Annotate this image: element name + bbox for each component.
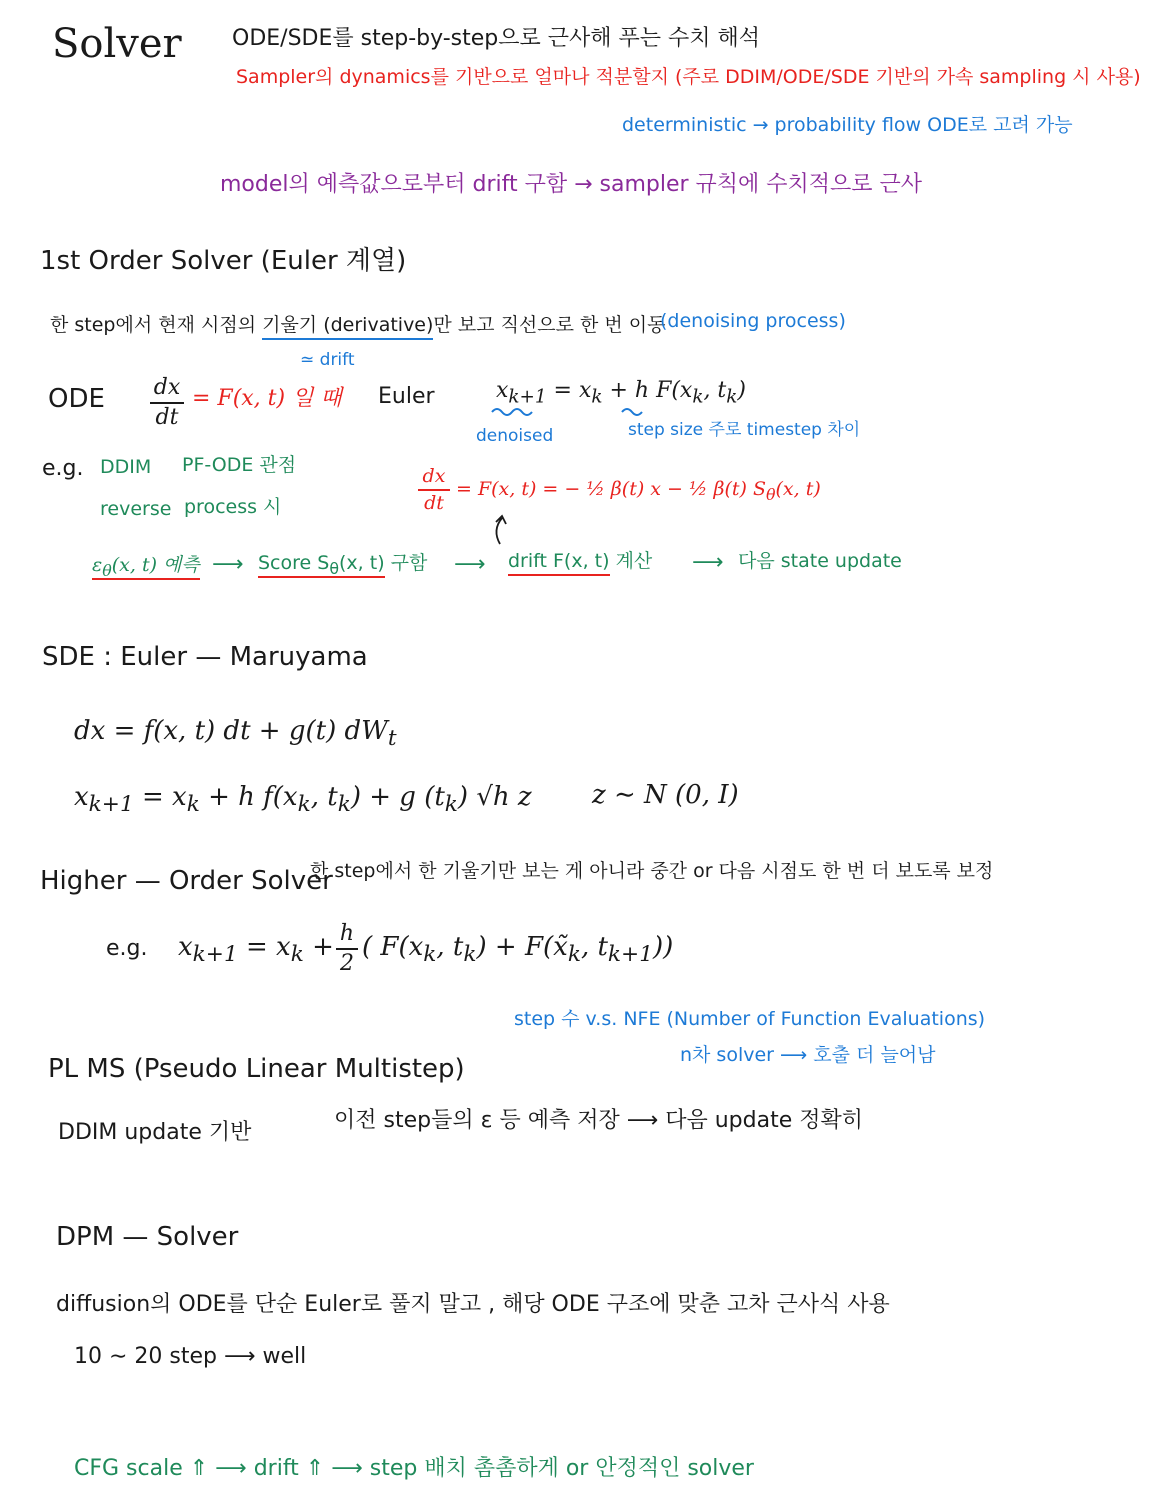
sde-eq2-sub: k+1 (88, 792, 134, 818)
ode-rhs-text: = F(x, t) 일 때 (192, 386, 342, 411)
he-frac-den: 2 (340, 951, 354, 977)
ef-end: , t (703, 378, 727, 403)
page-title: Solver (52, 21, 182, 67)
process-label: process 시 (184, 496, 282, 518)
sde-heading: SDE : Euler — Maruyama (42, 642, 368, 672)
he-body-sub: k (423, 942, 437, 968)
chain-drift-wrap: drift F(x, t) (508, 550, 610, 576)
ode-frac-den: dt (155, 405, 179, 431)
he-plus: + (303, 932, 334, 962)
ef-tail: + h F(x (602, 378, 693, 403)
he-body4: , t (580, 932, 608, 962)
he-body3: ) + F(x̃ (476, 932, 568, 962)
he-frac-num: h (339, 921, 355, 946)
sde-eq2-x: x (74, 782, 89, 812)
nfe-note: step 수 v.s. NFE (Number of Function Evaluations) (514, 1008, 986, 1030)
chain-arrow-2: ⟶ (454, 552, 486, 577)
nfe-note-2: n차 solver ⟶ 호출 더 늘어남 (680, 1044, 936, 1066)
he-x: x (178, 932, 193, 962)
higher-eq-left (178, 934, 334, 966)
he-body: ( F(x (362, 932, 424, 962)
first-order-desc (50, 316, 666, 335)
desc-pre: 한 step에서 현재 시점의 (50, 314, 263, 336)
higher-eq-frac (336, 922, 358, 976)
ode-rhs (192, 388, 342, 410)
denoising-process-note: (denoising process) (660, 310, 846, 332)
cfg-line: CFG scale ⇑ ⟶ drift ⇑ ⟶ step 배치 촘촘하게 or 안정적인 solver (74, 1456, 754, 1481)
eg-label-1: e.g. (42, 456, 84, 481)
sde-eq-2 (74, 784, 532, 816)
chain-eps-wrap (92, 554, 200, 580)
chain-score-text: Score S (258, 552, 330, 574)
sde-noise: z ∼ N (0, I) (592, 780, 739, 810)
sde-eq2-tail: + h f(x (199, 782, 298, 812)
pfode-label: PF-ODE 관점 (182, 454, 297, 476)
ode-frac-bar (150, 402, 184, 404)
chain-eps-sub: θ (102, 560, 112, 580)
ef-end-sub: k (726, 386, 738, 408)
chain-drift-post: 계산 (609, 550, 653, 572)
sde-eq2-tail-sub: k (297, 792, 311, 818)
chain-score-post: 구함 (384, 552, 428, 574)
chain-eps-sym: ε (92, 554, 103, 576)
pf-frac-den: dt (424, 491, 444, 514)
he-sub: k+1 (192, 942, 238, 968)
chain-arrow-1: ⟶ (212, 552, 244, 577)
euler-formula (496, 380, 746, 407)
eg-label-2: e.g. (106, 936, 148, 961)
he-close: )) (652, 932, 674, 962)
intro-line-2: Sampler의 dynamics를 기반으로 얼마나 적분할지 (주로 DDIM/ODE/SDE 기반의 가속 sampling 시 사용) (236, 66, 1141, 88)
intro-line-1: ODE/SDE를 step-by-step으로 근사해 푸는 수치 해석 (232, 26, 761, 51)
chain-drift (508, 552, 652, 571)
sde-eq2-rest: = x (133, 782, 187, 812)
ddim-label: DDIM (100, 456, 152, 478)
higher-order-heading: Higher — Order Solver (40, 866, 333, 896)
denoised-note: denoised (476, 426, 554, 446)
chain-eps (92, 556, 200, 579)
squiggle-denoised (490, 406, 540, 416)
dpm-desc: diffusion의 ODE를 단순 Euler로 풀지 말고 , 해당 ODE 구조에 맞춘 고차 근사식 사용 (56, 1292, 890, 1317)
drift-note: ≃ drift (300, 350, 355, 370)
dpm-steps: 10 ∼ 20 step ⟶ well (74, 1344, 307, 1369)
ef-rest-sub: k (591, 386, 603, 408)
ef-sub: k+1 (508, 386, 547, 408)
pf-frac-num: dx (422, 465, 446, 487)
sde-eq2-g-sub: k (444, 792, 458, 818)
he-body2-sub: k (463, 942, 477, 968)
sde-eq2-rest-sub: k (186, 792, 200, 818)
pf-fraction (418, 466, 450, 514)
plms-heading: PL MS (Pseudo Linear Multistep) (48, 1054, 465, 1084)
ef-tail-sub: k (692, 386, 704, 408)
pf-rhs: = F(x, t) = − ½ β(t) x − ½ β(t) S (456, 478, 766, 500)
desc-derivative: 기울기 (derivative) (262, 314, 433, 340)
chain-arrow-3: ⟶ (692, 550, 724, 575)
higher-order-desc: 한 step에서 한 기울기만 보는 게 아니라 중간 or 다음 시점도 한 번 더 보도록 보정 (310, 860, 994, 882)
sde-eq2-t: , t (310, 782, 338, 812)
intro-line-4: model의 예측값으로부터 drift 구함 → sampler 규칙에 수치적으로 근사 (220, 172, 923, 197)
plms-desc-b: 이전 step들의 ε 등 예측 저장 ⟶ 다음 update 정확히 (334, 1108, 864, 1133)
reverse-label: reverse (100, 498, 172, 520)
ef-x: x (496, 378, 509, 403)
step-size-note: step size 주로 timestep 차이 (628, 420, 861, 440)
curved-arrow-up (490, 512, 514, 546)
chain-score-sub: θ (329, 558, 340, 578)
chain-score (258, 554, 427, 577)
higher-eq-right (362, 934, 673, 966)
pf-frac-bar (418, 489, 450, 491)
sde-eq1-text: dx = f(x, t) dt + g(t) dW (74, 716, 388, 746)
pf-formula (456, 480, 821, 503)
intro-line-3: deterministic → probability flow ODE로 고려 가능 (622, 114, 1073, 136)
ode-fraction (150, 376, 184, 430)
sde-eq-1 (74, 718, 397, 750)
pf-sub: θ (765, 484, 776, 504)
ode-frac-num: dx (153, 375, 181, 400)
squiggle-step (620, 406, 650, 416)
he-body2: , t (436, 932, 464, 962)
he-body3-sub: k (567, 942, 581, 968)
sde-eq2-t-sub: k (337, 792, 351, 818)
ef-close: ) (737, 378, 746, 403)
he-body4-sub: k+1 (607, 942, 653, 968)
pf-end: (x, t) (775, 478, 821, 500)
he-mid-sub: k (290, 942, 304, 968)
chain-score-rest: (x, t) (339, 552, 385, 574)
sde-eq2-g: ) + g (t (350, 782, 445, 812)
he-frac-bar (336, 948, 358, 950)
sde-eq1-sub: t (387, 726, 397, 752)
chain-next: 다음 state update (738, 550, 902, 572)
euler-label: Euler (378, 384, 435, 409)
plms-desc-a: DDIM update 기반 (58, 1120, 252, 1145)
sde-eq2-end: ) √h z (457, 782, 532, 812)
dpm-heading: DPM — Solver (56, 1222, 239, 1252)
chain-eps-rest: (x, t) 예측 (111, 554, 200, 576)
desc-post: 만 보고 직선으로 한 번 이동 (433, 314, 666, 336)
first-order-heading: 1st Order Solver (Euler 계열) (40, 246, 407, 276)
ode-label: ODE (48, 384, 105, 414)
chain-score-wrap (258, 552, 385, 578)
ef-rest: = x (546, 378, 592, 403)
he-mid: = x (237, 932, 291, 962)
